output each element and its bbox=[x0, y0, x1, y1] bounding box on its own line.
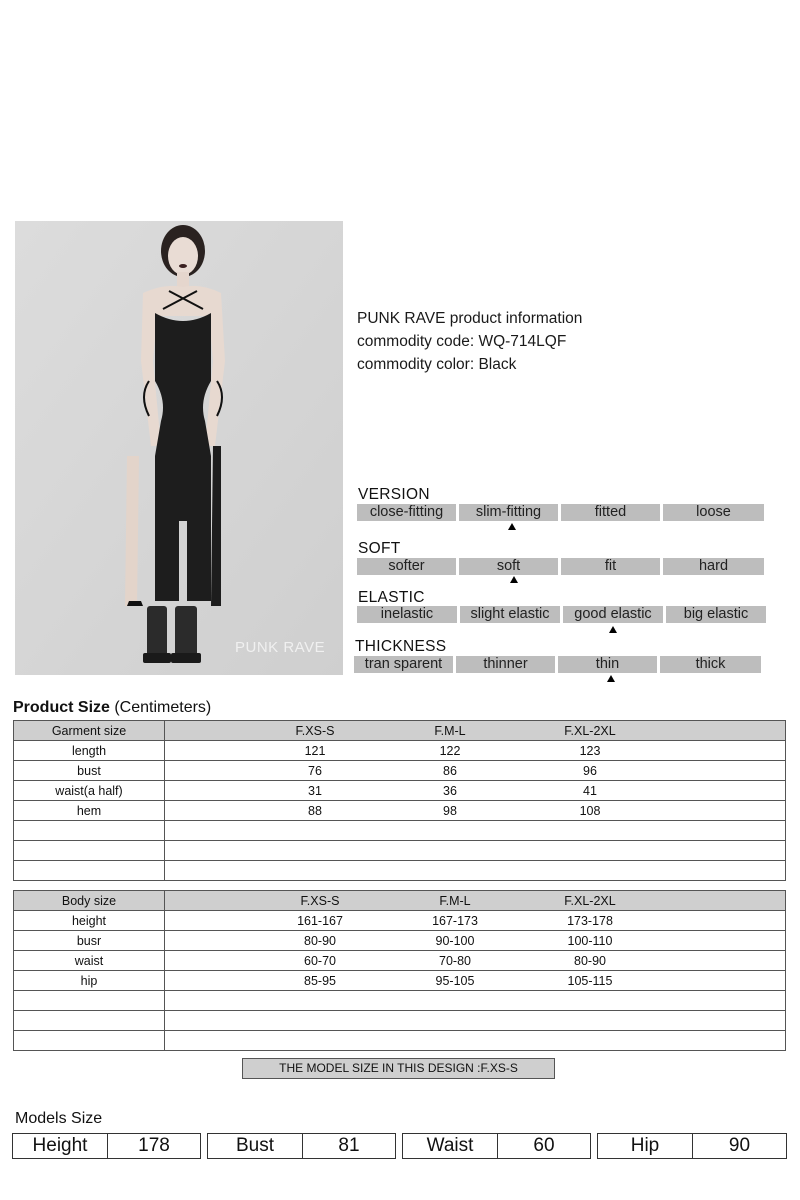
table-cell: 105-115 bbox=[567, 973, 613, 988]
size-header: F.XS-S bbox=[300, 893, 340, 908]
table-cell: 36 bbox=[443, 783, 457, 798]
soft-option: soft bbox=[459, 558, 558, 575]
row-label: height bbox=[14, 911, 165, 931]
body-size-header: Body size bbox=[14, 891, 165, 911]
row-label: bust bbox=[14, 761, 165, 781]
row-label: length bbox=[14, 741, 165, 761]
table-cell: 167-173 bbox=[432, 913, 478, 928]
table-cell: 108 bbox=[579, 803, 601, 818]
attr-title-version: VERSION bbox=[358, 486, 430, 503]
thickness-option: thin bbox=[558, 656, 657, 673]
thickness-option: tran sparent bbox=[354, 656, 453, 673]
elastic-option: good elastic bbox=[563, 606, 663, 623]
table-cell: 161-167 bbox=[297, 913, 343, 928]
table-cell: 80-90 bbox=[304, 933, 336, 948]
table-cell: 121 bbox=[304, 743, 326, 758]
attr-title-thickness: THICKNESS bbox=[355, 638, 447, 655]
measure-value: 90 bbox=[693, 1133, 787, 1159]
row-label: waist bbox=[14, 951, 165, 971]
size-header: F.XL-2XL bbox=[564, 893, 616, 908]
table-cell: 173-178 bbox=[567, 913, 613, 928]
table-cell: 123 bbox=[579, 743, 601, 758]
table-row bbox=[14, 801, 786, 821]
measure-label: Hip bbox=[597, 1133, 693, 1159]
product-photo bbox=[15, 221, 343, 675]
brand-watermark: PUNK RAVE bbox=[235, 639, 326, 656]
table-row-empty bbox=[14, 841, 786, 861]
soft-option: fit bbox=[561, 558, 660, 575]
elastic-option: slight elastic bbox=[460, 606, 560, 623]
measure-value: 178 bbox=[108, 1133, 201, 1159]
table-cell: 95-105 bbox=[435, 973, 475, 988]
models-size-title: Models Size bbox=[15, 1110, 103, 1127]
table-row bbox=[14, 761, 786, 781]
body-size-table bbox=[13, 890, 786, 1051]
models-size-row bbox=[12, 1133, 787, 1159]
table-cell: 90-100 bbox=[435, 933, 475, 948]
version-option: loose bbox=[663, 504, 764, 521]
table-cell: 76 bbox=[308, 763, 322, 778]
garment-size-table bbox=[13, 720, 786, 881]
model-size-note: THE MODEL SIZE IN THIS DESIGN :F.XS-S bbox=[242, 1058, 555, 1079]
table-row bbox=[14, 931, 786, 951]
commodity-color-line: commodity color: Black bbox=[357, 356, 517, 373]
garment-size-header: Garment size bbox=[14, 721, 165, 741]
table-cell: 96 bbox=[583, 763, 597, 778]
soft-selected-marker bbox=[510, 576, 518, 583]
elastic-option: inelastic bbox=[357, 606, 457, 623]
attr-title-elastic: ELASTIC bbox=[358, 589, 425, 606]
commodity-code-line: commodity code: WQ-714LQF bbox=[357, 333, 567, 350]
thickness-selected-marker bbox=[607, 675, 615, 682]
table-cell: 100-110 bbox=[567, 933, 613, 948]
model-figure-illustration bbox=[15, 221, 343, 675]
version-scale bbox=[357, 504, 767, 521]
measure-value: 81 bbox=[303, 1133, 396, 1159]
table-cell: 70-80 bbox=[439, 953, 471, 968]
soft-scale bbox=[357, 558, 767, 575]
table-cell: 86 bbox=[443, 763, 457, 778]
row-label: waist(a half) bbox=[14, 781, 165, 801]
table-cell: 85-95 bbox=[304, 973, 336, 988]
table-header-row bbox=[14, 721, 786, 741]
size-header: F.M-L bbox=[439, 893, 471, 908]
size-header: F.M-L bbox=[434, 723, 466, 738]
measure-value: 60 bbox=[498, 1133, 591, 1159]
row-label: hem bbox=[14, 801, 165, 821]
measure-label: Height bbox=[12, 1133, 108, 1159]
soft-option: hard bbox=[663, 558, 764, 575]
table-row bbox=[14, 781, 786, 801]
product-size-title bbox=[13, 699, 211, 717]
row-label: hip bbox=[14, 971, 165, 991]
version-option: slim-fitting bbox=[459, 504, 558, 521]
elastic-selected-marker bbox=[609, 626, 617, 633]
table-row bbox=[14, 951, 786, 971]
brand-info-line: PUNK RAVE product information bbox=[357, 310, 583, 327]
product-size-title-unit: (Centimeters) bbox=[109, 699, 212, 716]
table-cell: 41 bbox=[583, 783, 597, 798]
table-row-empty bbox=[14, 991, 786, 1011]
table-cell: 60-70 bbox=[304, 953, 336, 968]
table-cell: 80-90 bbox=[574, 953, 606, 968]
elastic-option: big elastic bbox=[666, 606, 766, 623]
version-selected-marker bbox=[508, 523, 516, 530]
product-size-title-bold: Product Size bbox=[13, 699, 110, 716]
soft-option: softer bbox=[357, 558, 456, 575]
elastic-scale bbox=[357, 606, 769, 623]
table-header-row bbox=[14, 891, 786, 911]
attr-title-soft: SOFT bbox=[358, 540, 401, 557]
thickness-option: thinner bbox=[456, 656, 555, 673]
table-row bbox=[14, 971, 786, 991]
table-row-empty bbox=[14, 821, 786, 841]
size-header: F.XS-S bbox=[295, 723, 335, 738]
size-header: F.XL-2XL bbox=[564, 723, 616, 738]
version-option: fitted bbox=[561, 504, 660, 521]
model-measure-height bbox=[12, 1133, 201, 1159]
table-cell: 31 bbox=[308, 783, 322, 798]
model-measure-waist bbox=[402, 1133, 591, 1159]
measure-label: Bust bbox=[207, 1133, 303, 1159]
table-cell: 122 bbox=[439, 743, 461, 758]
table-row-empty bbox=[14, 1011, 786, 1031]
table-cell: 98 bbox=[443, 803, 457, 818]
table-row-empty bbox=[14, 861, 786, 881]
table-cell: 88 bbox=[308, 803, 322, 818]
table-row-empty bbox=[14, 1031, 786, 1051]
product-info bbox=[357, 307, 582, 376]
model-measure-bust bbox=[207, 1133, 396, 1159]
version-option: close-fitting bbox=[357, 504, 456, 521]
table-row bbox=[14, 911, 786, 931]
model-measure-hip bbox=[597, 1133, 787, 1159]
thickness-scale bbox=[354, 656, 764, 673]
thickness-option: thick bbox=[660, 656, 761, 673]
measure-label: Waist bbox=[402, 1133, 498, 1159]
row-label: busr bbox=[14, 931, 165, 951]
table-row bbox=[14, 741, 786, 761]
